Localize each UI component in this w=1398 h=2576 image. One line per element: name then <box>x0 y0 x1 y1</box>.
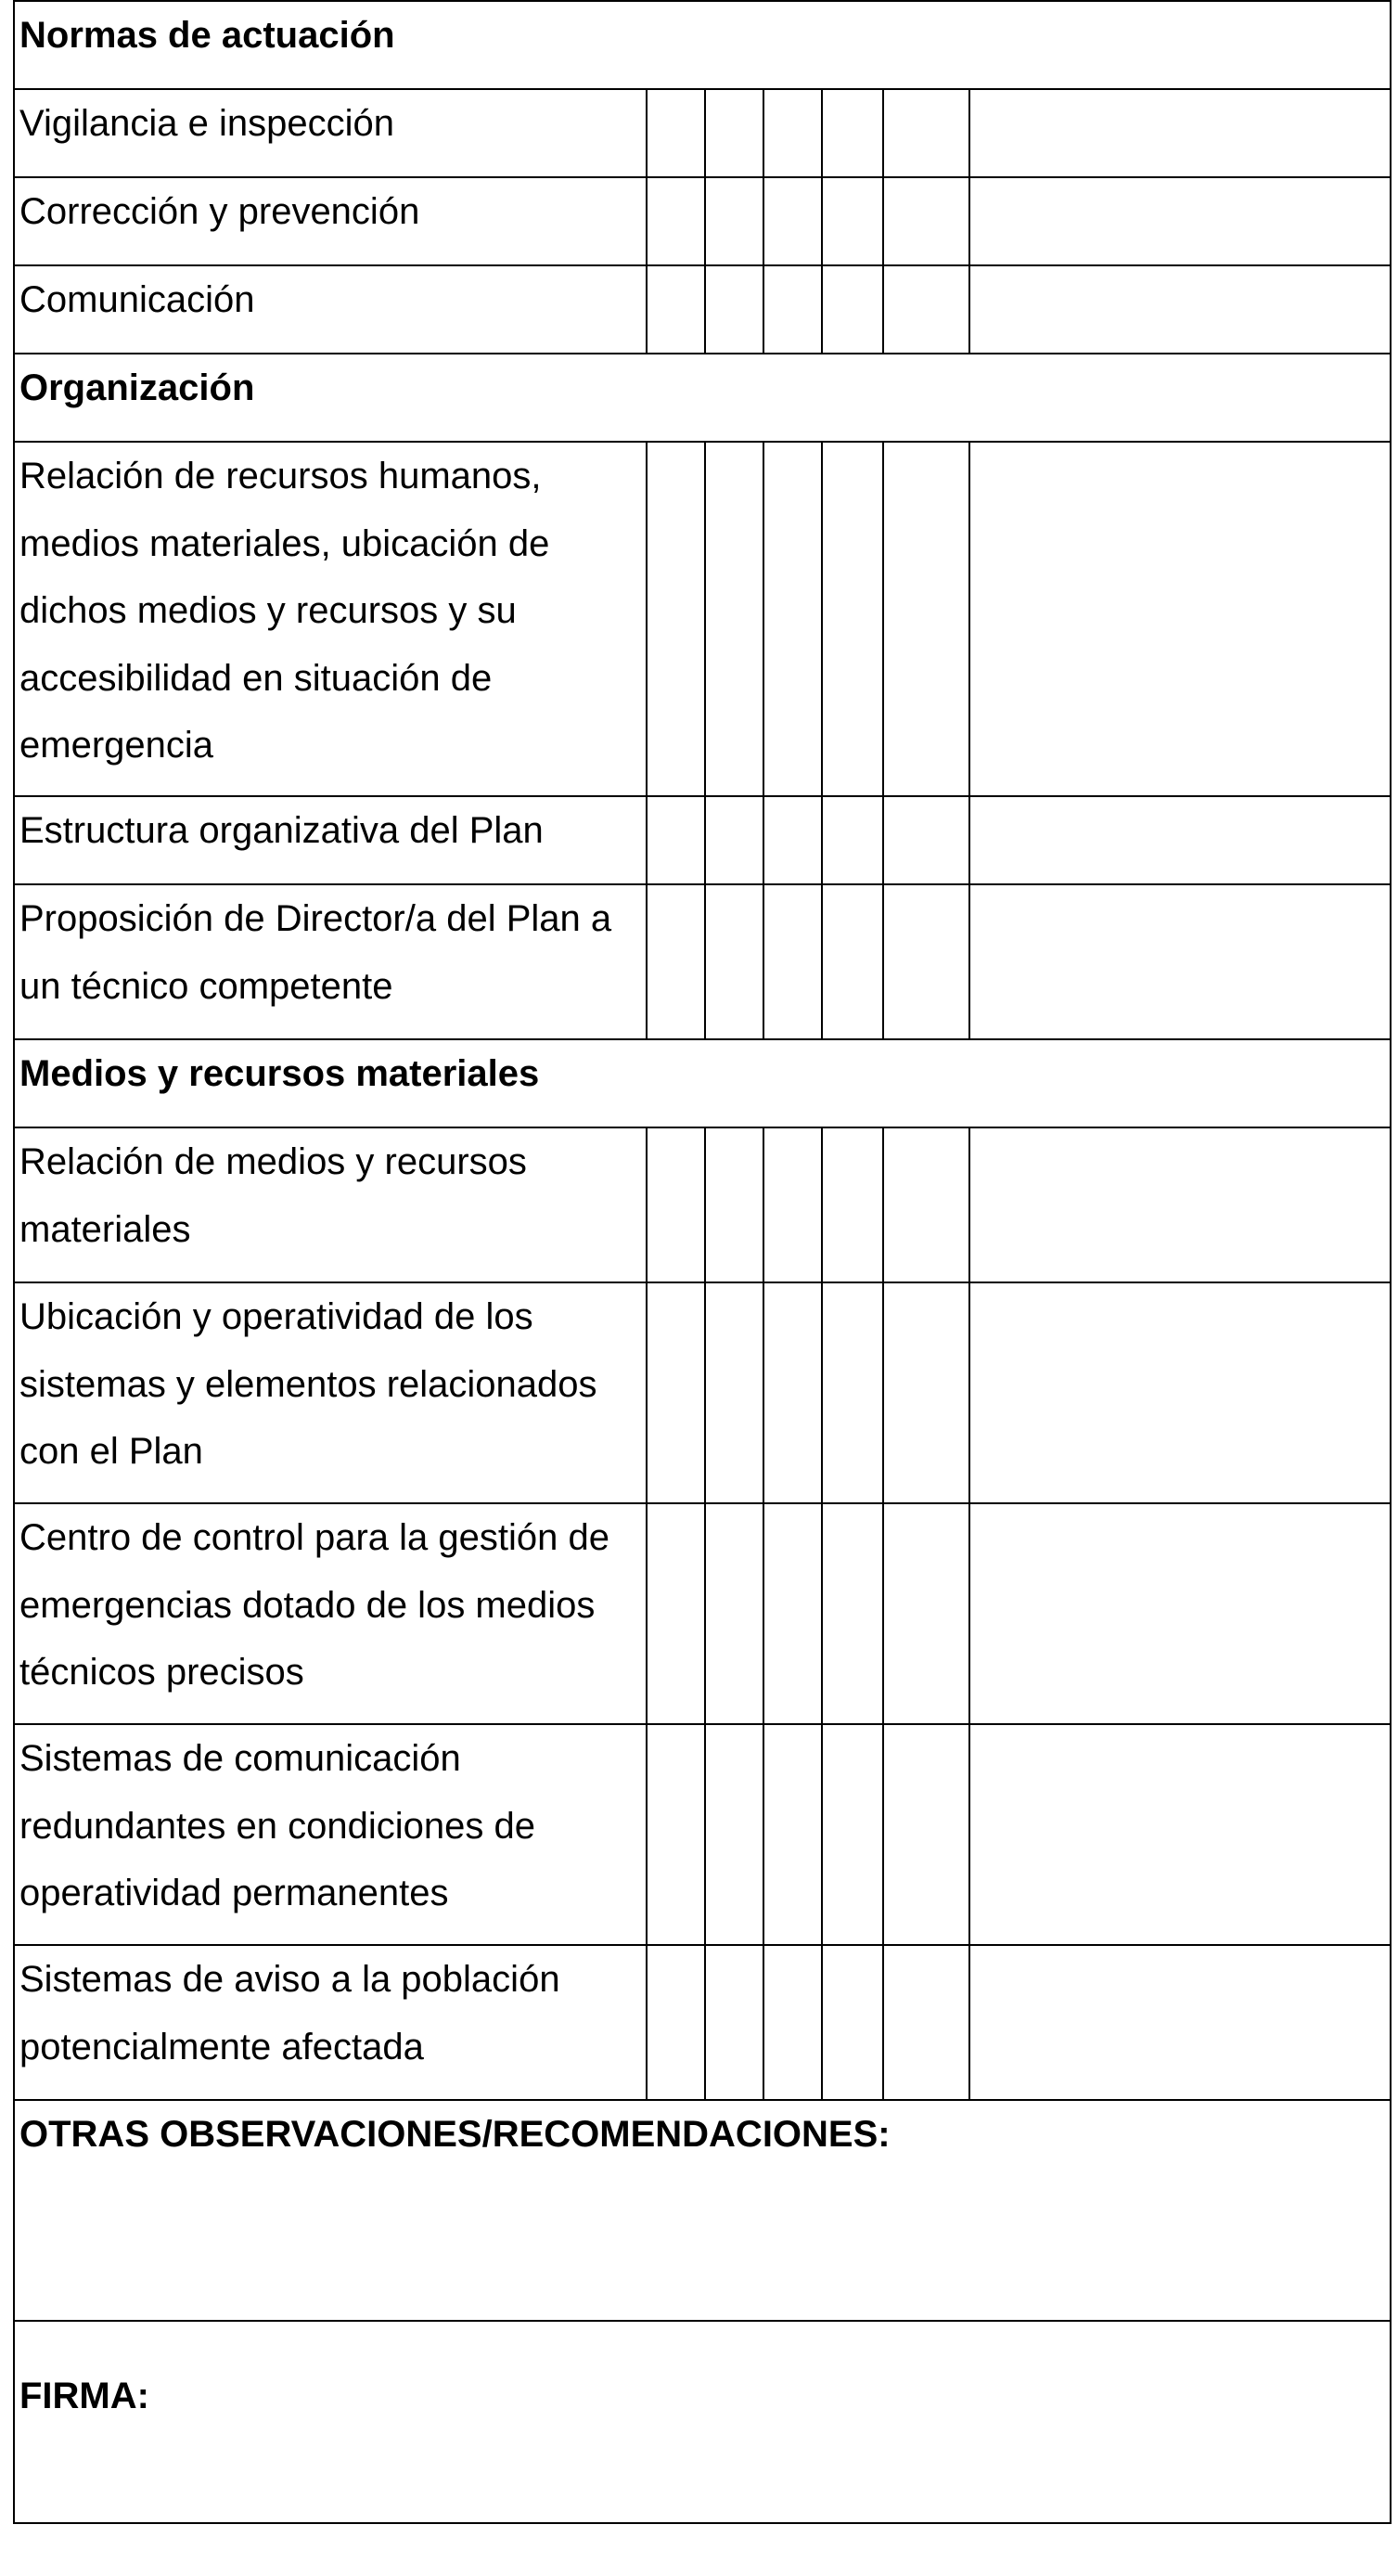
evaluation-checklist-table <box>13 0 1392 2524</box>
notes-cell[interactable] <box>969 442 1391 796</box>
check-cell[interactable] <box>647 884 705 1039</box>
checklist-row <box>14 796 1391 884</box>
check-cell[interactable] <box>705 884 763 1039</box>
section-header-row <box>14 354 1391 442</box>
item-label: Centro de control para la gestión de emergencias dotado de los medios técnicos precisos <box>14 1503 647 1724</box>
check-cell[interactable] <box>647 265 705 354</box>
item-label: Ubicación y operatividad de los sistemas y elementos relacionados con el Plan <box>14 1282 647 1503</box>
check-cell[interactable] <box>705 1724 763 1945</box>
check-cell[interactable] <box>822 796 883 884</box>
check-cell[interactable] <box>705 1127 763 1282</box>
check-cell[interactable] <box>883 265 969 354</box>
check-cell[interactable] <box>883 1282 969 1503</box>
check-cell[interactable] <box>822 89 883 177</box>
checklist-row <box>14 1127 1391 1282</box>
check-cell[interactable] <box>647 1503 705 1724</box>
item-label: Relación de medios y recursos materiales <box>14 1127 647 1282</box>
item-label: Proposición de Director/a del Plan a un técnico competente <box>14 884 647 1039</box>
notes-cell[interactable] <box>969 1282 1391 1503</box>
check-cell[interactable] <box>883 89 969 177</box>
checklist-row <box>14 884 1391 1039</box>
check-cell[interactable] <box>822 1503 883 1724</box>
check-cell[interactable] <box>822 1127 883 1282</box>
check-cell[interactable] <box>763 1282 822 1503</box>
observations-field[interactable]: OTRAS OBSERVACIONES/RECOMENDACIONES: <box>14 2100 1391 2321</box>
check-cell[interactable] <box>763 1724 822 1945</box>
check-cell[interactable] <box>705 1282 763 1503</box>
check-cell[interactable] <box>647 1945 705 2100</box>
checklist-row <box>14 265 1391 354</box>
notes-cell[interactable] <box>969 1503 1391 1724</box>
check-cell[interactable] <box>647 177 705 265</box>
check-cell[interactable] <box>883 1724 969 1945</box>
item-label: Comunicación <box>14 265 647 354</box>
signature-row <box>14 2321 1391 2523</box>
section-title: Medios y recursos materiales <box>14 1039 1391 1127</box>
notes-cell[interactable] <box>969 796 1391 884</box>
check-cell[interactable] <box>647 89 705 177</box>
check-cell[interactable] <box>705 89 763 177</box>
check-cell[interactable] <box>822 1724 883 1945</box>
notes-cell[interactable] <box>969 265 1391 354</box>
check-cell[interactable] <box>647 442 705 796</box>
check-cell[interactable] <box>822 1282 883 1503</box>
section-header-row <box>14 1 1391 89</box>
check-cell[interactable] <box>763 177 822 265</box>
check-cell[interactable] <box>647 796 705 884</box>
checklist-row <box>14 177 1391 265</box>
checklist-row <box>14 1282 1391 1503</box>
item-label: Sistemas de aviso a la población potencialmente afectada <box>14 1945 647 2100</box>
notes-cell[interactable] <box>969 884 1391 1039</box>
check-cell[interactable] <box>883 442 969 796</box>
notes-cell[interactable] <box>969 89 1391 177</box>
check-cell[interactable] <box>822 442 883 796</box>
check-cell[interactable] <box>705 265 763 354</box>
check-cell[interactable] <box>763 1945 822 2100</box>
check-cell[interactable] <box>883 796 969 884</box>
check-cell[interactable] <box>822 1945 883 2100</box>
checklist-row <box>14 442 1391 796</box>
checklist-row <box>14 1503 1391 1724</box>
item-label: Corrección y prevención <box>14 177 647 265</box>
check-cell[interactable] <box>883 1503 969 1724</box>
check-cell[interactable] <box>647 1282 705 1503</box>
check-cell[interactable] <box>763 1503 822 1724</box>
check-cell[interactable] <box>763 265 822 354</box>
checklist-row <box>14 1945 1391 2100</box>
checklist-row <box>14 1724 1391 1945</box>
item-label: Estructura organizativa del Plan <box>14 796 647 884</box>
check-cell[interactable] <box>822 177 883 265</box>
check-cell[interactable] <box>705 1945 763 2100</box>
item-label: Vigilancia e inspección <box>14 89 647 177</box>
section-title: Organización <box>14 354 1391 442</box>
observations-row <box>14 2100 1391 2321</box>
check-cell[interactable] <box>763 796 822 884</box>
checklist-row <box>14 89 1391 177</box>
item-label: Sistemas de comunicación redundantes en condiciones de operatividad permanentes <box>14 1724 647 1945</box>
signature-field[interactable]: FIRMA: <box>14 2321 1391 2523</box>
check-cell[interactable] <box>883 1127 969 1282</box>
check-cell[interactable] <box>883 1945 969 2100</box>
section-header-row <box>14 1039 1391 1127</box>
check-cell[interactable] <box>763 442 822 796</box>
section-title: Normas de actuación <box>14 1 1391 89</box>
check-cell[interactable] <box>705 796 763 884</box>
check-cell[interactable] <box>822 884 883 1039</box>
notes-cell[interactable] <box>969 1945 1391 2100</box>
check-cell[interactable] <box>705 1503 763 1724</box>
check-cell[interactable] <box>822 265 883 354</box>
check-cell[interactable] <box>705 442 763 796</box>
check-cell[interactable] <box>763 884 822 1039</box>
check-cell[interactable] <box>883 177 969 265</box>
check-cell[interactable] <box>763 1127 822 1282</box>
check-cell[interactable] <box>883 884 969 1039</box>
check-cell[interactable] <box>647 1127 705 1282</box>
notes-cell[interactable] <box>969 1724 1391 1945</box>
check-cell[interactable] <box>647 1724 705 1945</box>
item-label: Relación de recursos humanos, medios materiales, ubicación de dichos medios y recursos y su accesibilidad en situación de emergencia <box>14 442 647 796</box>
check-cell[interactable] <box>705 177 763 265</box>
notes-cell[interactable] <box>969 177 1391 265</box>
notes-cell[interactable] <box>969 1127 1391 1282</box>
check-cell[interactable] <box>763 89 822 177</box>
